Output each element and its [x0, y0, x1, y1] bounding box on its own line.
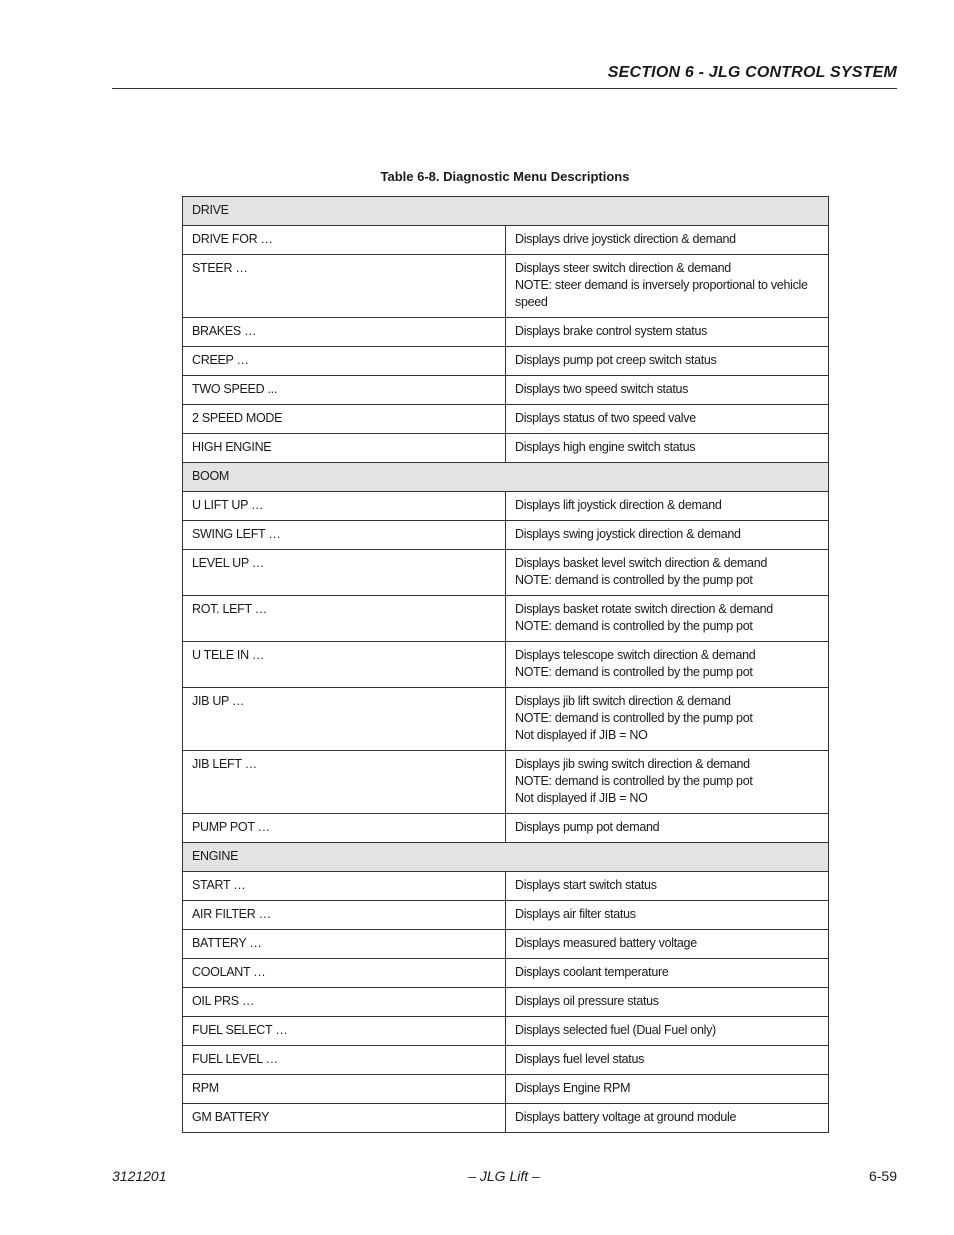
description-line: Displays pump pot creep switch status [515, 353, 717, 367]
diagnostic-menu-table [182, 196, 829, 1133]
description-line: Displays lift joystick direction & demand [515, 498, 722, 512]
description-line: Displays selected fuel (Dual Fuel only) [515, 1023, 716, 1037]
description-cell [506, 550, 829, 596]
menu-item-cell: PUMP POT … [183, 814, 506, 843]
menu-item-cell: DRIVE FOR … [183, 226, 506, 255]
description-cell [506, 1017, 829, 1046]
description-line: Displays fuel level status [515, 1052, 645, 1066]
table-row [183, 376, 829, 405]
description-line: Displays basket level switch direction & demand [515, 556, 767, 570]
description-cell [506, 814, 829, 843]
section-title: SECTION 6 - JLG CONTROL SYSTEM [607, 64, 897, 81]
menu-item-cell: HIGH ENGINE [183, 434, 506, 463]
footer-brand: – JLG Lift – [468, 1168, 540, 1184]
menu-item-cell: STEER … [183, 255, 506, 318]
table-row [183, 226, 829, 255]
description-cell [506, 1104, 829, 1133]
table-row [183, 872, 829, 901]
table-row [183, 930, 829, 959]
table-row [183, 1046, 829, 1075]
description-cell [506, 1046, 829, 1075]
table-caption: Table 6-8. Diagnostic Menu Descriptions [380, 169, 630, 184]
menu-item-cell: LEVEL UP … [183, 550, 506, 596]
menu-item-cell: SWING LEFT … [183, 521, 506, 550]
description-line: NOTE: demand is controlled by the pump pot [515, 711, 753, 725]
description-cell [506, 751, 829, 814]
table-row [183, 434, 829, 463]
description-line: Displays pump pot demand [515, 820, 660, 834]
section-header-engine: ENGINE [183, 843, 829, 872]
description-line: NOTE: demand is controlled by the pump pot [515, 619, 753, 633]
menu-item-cell: JIB UP … [183, 688, 506, 751]
menu-item-cell: GM BATTERY [183, 1104, 506, 1133]
description-line: Displays basket rotate switch direction & demand [515, 602, 773, 616]
description-cell [506, 901, 829, 930]
document-number: 3121201 [112, 1168, 167, 1184]
description-cell [506, 492, 829, 521]
menu-item-cell: U LIFT UP … [183, 492, 506, 521]
menu-item-cell: 2 SPEED MODE [183, 405, 506, 434]
description-cell [506, 376, 829, 405]
description-cell [506, 872, 829, 901]
table-row [183, 1017, 829, 1046]
description-cell [506, 642, 829, 688]
description-line: Displays measured battery voltage [515, 936, 697, 950]
description-line: Displays oil pressure status [515, 994, 659, 1008]
section-header-row [183, 463, 829, 492]
section-header-row [183, 843, 829, 872]
menu-item-cell: ROT. LEFT … [183, 596, 506, 642]
description-line: Not displayed if JIB = NO [515, 791, 648, 805]
table-row [183, 988, 829, 1017]
description-cell [506, 318, 829, 347]
menu-item-cell: U TELE IN … [183, 642, 506, 688]
description-cell [506, 688, 829, 751]
description-cell [506, 959, 829, 988]
menu-item-cell: JIB LEFT … [183, 751, 506, 814]
menu-item-cell: CREEP … [183, 347, 506, 376]
description-cell [506, 596, 829, 642]
table-row [183, 255, 829, 318]
description-line: Displays swing joystick direction & demand [515, 527, 741, 541]
table-row [183, 1104, 829, 1133]
description-cell [506, 255, 829, 318]
table-row [183, 347, 829, 376]
table-row [183, 959, 829, 988]
description-cell [506, 347, 829, 376]
table-row [183, 688, 829, 751]
table-row [183, 1075, 829, 1104]
menu-item-cell: FUEL SELECT … [183, 1017, 506, 1046]
menu-item-cell: TWO SPEED ... [183, 376, 506, 405]
menu-item-cell: AIR FILTER … [183, 901, 506, 930]
description-cell [506, 434, 829, 463]
menu-item-cell: BRAKES … [183, 318, 506, 347]
section-header-row [183, 197, 829, 226]
description-line: Displays two speed switch status [515, 382, 689, 396]
description-cell [506, 1075, 829, 1104]
description-line: NOTE: demand is controlled by the pump pot [515, 573, 753, 587]
menu-item-cell: RPM [183, 1075, 506, 1104]
description-line: Displays jib lift switch direction & demand [515, 694, 731, 708]
description-line: Displays jib swing switch direction & demand [515, 757, 750, 771]
description-line: Displays status of two speed valve [515, 411, 696, 425]
description-line: Displays air filter status [515, 907, 636, 921]
section-header-drive: DRIVE [183, 197, 829, 226]
description-line: Displays start switch status [515, 878, 657, 892]
description-cell [506, 930, 829, 959]
table-row [183, 405, 829, 434]
table-row [183, 521, 829, 550]
description-line: Displays brake control system status [515, 324, 708, 338]
table-row [183, 318, 829, 347]
page-number: 6-59 [868, 1168, 897, 1184]
table-row [183, 901, 829, 930]
description-cell [506, 226, 829, 255]
description-line: Displays telescope switch direction & demand [515, 648, 756, 662]
description-cell [506, 405, 829, 434]
menu-item-cell: COOLANT … [183, 959, 506, 988]
description-line: Displays Engine RPM [515, 1081, 631, 1095]
table-row [183, 596, 829, 642]
description-line: NOTE: demand is controlled by the pump pot [515, 774, 753, 788]
description-line: Displays drive joystick direction & demand [515, 232, 736, 246]
description-cell [506, 988, 829, 1017]
table-row [183, 814, 829, 843]
menu-item-cell: FUEL LEVEL … [183, 1046, 506, 1075]
description-cell [506, 521, 829, 550]
description-line: Displays steer switch direction & demand [515, 261, 731, 275]
table-row [183, 550, 829, 596]
description-line: Displays battery voltage at ground module [515, 1110, 737, 1124]
table-row [183, 751, 829, 814]
description-line: Displays coolant temperature [515, 965, 669, 979]
description-line: Displays high engine switch status [515, 440, 696, 454]
menu-item-cell: OIL PRS … [183, 988, 506, 1017]
table-row [183, 642, 829, 688]
section-header-boom: BOOM [183, 463, 829, 492]
description-line: NOTE: steer demand is inversely proportional to vehicle speed [515, 278, 808, 309]
table-row [183, 492, 829, 521]
description-line: Not displayed if JIB = NO [515, 728, 648, 742]
menu-item-cell: BATTERY … [183, 930, 506, 959]
header-divider [112, 88, 897, 89]
description-line: NOTE: demand is controlled by the pump pot [515, 665, 753, 679]
menu-item-cell: START … [183, 872, 506, 901]
